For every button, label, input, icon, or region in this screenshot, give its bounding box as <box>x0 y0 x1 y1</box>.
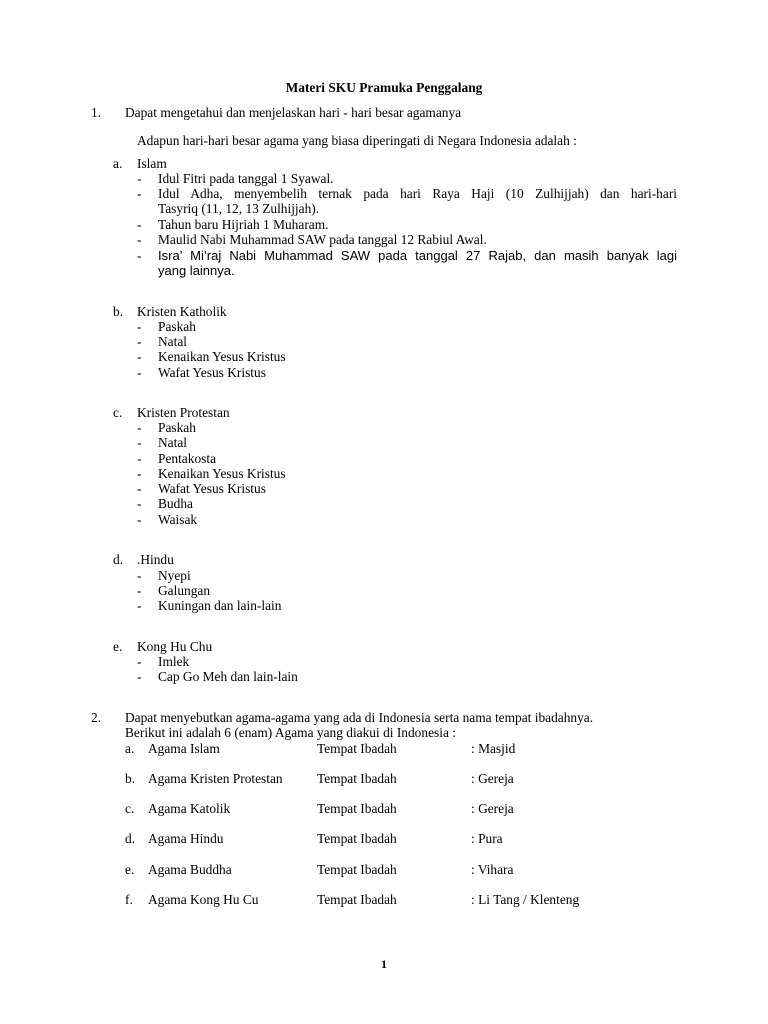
list-dash: - <box>137 435 142 450</box>
row-agama: Agama Kristen Protestan <box>148 771 283 786</box>
group-a-name: Islam <box>137 156 167 171</box>
row-label: Tempat Ibadah <box>317 892 397 907</box>
list-dash: - <box>137 319 142 334</box>
group-c-name: Kristen Protestan <box>137 405 230 420</box>
group-a-letter: a. <box>113 156 123 171</box>
list-dash: - <box>137 217 142 232</box>
group-d-letter: d. <box>113 552 124 567</box>
list-item: Kenaikan Yesus Kristus <box>158 349 286 364</box>
section-1-intro: Adapun hari-hari besar agama yang biasa diperingati di Negara Indonesia adalah : <box>137 133 577 148</box>
row-letter: a. <box>125 741 135 756</box>
group-c-letter: c. <box>113 405 123 420</box>
row-label: Tempat Ibadah <box>317 831 397 846</box>
group-d-name: .Hindu <box>137 552 174 567</box>
list-dash: - <box>137 512 142 527</box>
list-dash: - <box>137 334 142 349</box>
list-item: Kenaikan Yesus Kristus <box>158 466 286 481</box>
list-dash: - <box>137 496 142 511</box>
list-item: Natal <box>158 334 187 349</box>
list-dash: - <box>137 669 142 684</box>
list-dash: - <box>137 451 142 466</box>
row-tempat: : Masjid <box>471 741 516 756</box>
group-b-letter: b. <box>113 304 124 319</box>
list-dash: - <box>137 654 142 669</box>
row-letter: f. <box>125 892 133 907</box>
list-item: Galungan <box>158 583 211 598</box>
list-item: Isra’ Mi’raj Nabi Muhammad SAW pada tanggal 27 Rajab, dan masih banyak lagi <box>158 248 677 263</box>
list-item: Maulid Nabi Muhammad SAW pada tanggal 12 Rabiul Awal. <box>158 232 487 247</box>
row-letter: c. <box>125 801 135 816</box>
list-item: Idul Fitri pada tanggal 1 Syawal. <box>158 171 334 186</box>
row-tempat: : Li Tang / Klenteng <box>471 892 580 907</box>
section-2-line-1: Dapat menyebutkan agama-agama yang ada di Indonesia serta nama tempat ibadahnya. <box>125 710 594 725</box>
row-label: Tempat Ibadah <box>317 741 397 756</box>
list-dash: - <box>137 232 142 247</box>
list-dash: - <box>137 171 142 186</box>
row-label: Tempat Ibadah <box>317 862 397 877</box>
list-item: Imlek <box>158 654 190 669</box>
list-item: Idul Adha, menyembelih ternak pada hari Raya Haji (10 Zulhijjah) dan hari-hari <box>158 186 677 201</box>
row-label: Tempat Ibadah <box>317 801 397 816</box>
list-dash: - <box>137 365 142 380</box>
list-item: Wafat Yesus Kristus <box>158 365 266 380</box>
row-agama: Agama Buddha <box>148 862 232 877</box>
list-item: Paskah <box>158 319 196 334</box>
group-e-name: Kong Hu Chu <box>137 639 213 654</box>
row-agama: Agama Katolik <box>148 801 231 816</box>
list-dash: - <box>137 568 142 583</box>
row-letter: e. <box>125 862 135 877</box>
section-1-heading: Dapat mengetahui dan menjelaskan hari - hari besar agamanya <box>125 105 462 120</box>
list-dash: - <box>137 466 142 481</box>
list-dash: - <box>137 583 142 598</box>
group-e-letter: e. <box>113 639 123 654</box>
page-title: Materi SKU Pramuka Penggalang <box>285 80 483 95</box>
row-agama: Agama Hindu <box>148 831 224 846</box>
list-dash: - <box>137 598 142 613</box>
list-item: Kuningan dan lain-lain <box>158 598 282 613</box>
list-dash: - <box>137 186 142 201</box>
row-agama: Agama Kong Hu Cu <box>148 892 259 907</box>
list-item: Paskah <box>158 420 196 435</box>
list-item-continuation: yang lainnya. <box>158 263 235 278</box>
list-item: Wafat Yesus Kristus <box>158 481 266 496</box>
list-item: Cap Go Meh dan lain-lain <box>158 669 298 684</box>
section-2-number: 2. <box>91 710 102 725</box>
list-item: Nyepi <box>158 568 191 583</box>
row-agama: Agama Islam <box>148 741 220 756</box>
list-item: Pentakosta <box>158 451 217 466</box>
row-tempat: : Vihara <box>471 862 514 877</box>
list-item: Natal <box>158 435 187 450</box>
list-dash: - <box>137 349 142 364</box>
list-dash: - <box>137 248 142 263</box>
list-item: Tahun baru Hijriah 1 Muharam. <box>158 217 329 232</box>
list-item: Budha <box>158 496 193 511</box>
row-tempat: : Pura <box>471 831 503 846</box>
row-letter: d. <box>125 831 136 846</box>
row-tempat: : Gereja <box>471 771 514 786</box>
section-2-line-2: Berikut ini adalah 6 (enam) Agama yang diakui di Indonesia : <box>125 725 456 740</box>
page-number: 1 <box>381 957 387 971</box>
row-label: Tempat Ibadah <box>317 771 397 786</box>
list-item: Waisak <box>158 512 198 527</box>
list-dash: - <box>137 420 142 435</box>
row-tempat: : Gereja <box>471 801 514 816</box>
list-item-continuation: Tasyriq (11, 12, 13 Zulhijjah). <box>158 201 320 216</box>
list-dash: - <box>137 481 142 496</box>
group-b-name: Kristen Katholik <box>137 304 227 319</box>
section-1-number: 1. <box>91 105 102 120</box>
row-letter: b. <box>125 771 136 786</box>
